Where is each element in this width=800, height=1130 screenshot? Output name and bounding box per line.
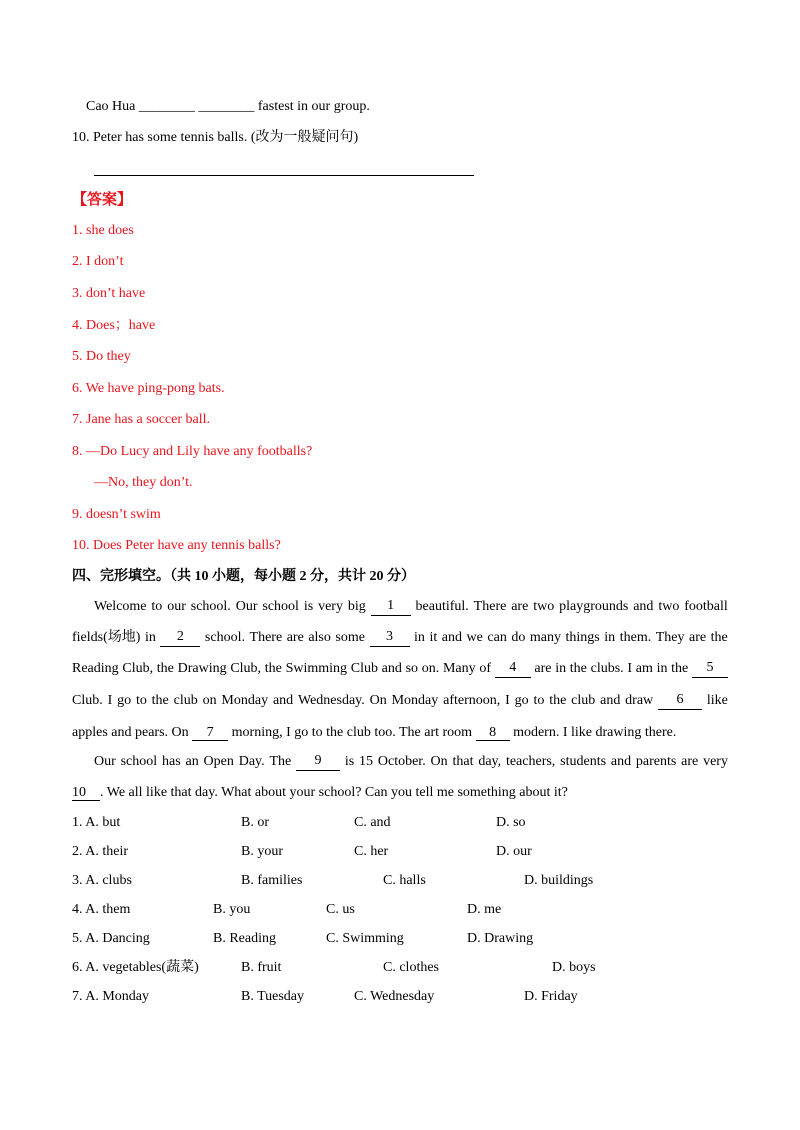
word: beautiful. (415, 599, 469, 614)
passage-line-4 (72, 692, 728, 710)
word: can (487, 630, 507, 645)
word: many (529, 630, 561, 645)
blank-5[interactable]: 5 (692, 660, 728, 678)
word: big (347, 599, 366, 614)
word: it (429, 630, 438, 645)
passage-text: modern. I like drawing there. (513, 725, 677, 740)
word: to (533, 693, 545, 708)
word: things (565, 630, 600, 645)
word: Monday (391, 693, 439, 708)
blank-8[interactable]: 8 (476, 725, 510, 741)
word: that (452, 754, 474, 769)
blank-3[interactable]: 3 (370, 629, 410, 647)
blank-6[interactable]: 6 (658, 692, 702, 710)
word: in (555, 661, 567, 676)
blank-1[interactable]: 1 (371, 598, 411, 616)
option-1-d[interactable]: D. so (496, 815, 526, 830)
word: football (684, 599, 728, 614)
option-4-d[interactable]: D. me (467, 902, 502, 917)
answer-7: 7. Jane has a soccer ball. (72, 412, 210, 427)
option-3-d[interactable]: D. buildings (524, 873, 594, 888)
word: our (167, 599, 186, 614)
passage-line-5 (72, 724, 676, 742)
option-3-a[interactable]: 3. A. clubs (72, 873, 132, 888)
blank-7[interactable]: 7 (192, 725, 228, 741)
passage-line-3 (72, 660, 728, 678)
word: afternoon, (443, 693, 501, 708)
option-5-d[interactable]: D. Drawing (467, 931, 534, 946)
word: There (249, 630, 283, 645)
blank-9[interactable]: 9 (296, 753, 340, 771)
word: 15 (359, 754, 374, 769)
word: the (549, 693, 567, 708)
word: two (658, 599, 680, 614)
word: Welcome (94, 599, 147, 614)
word: students (560, 754, 607, 769)
option-6-d[interactable]: D. boys (552, 960, 596, 975)
word: go (117, 693, 132, 708)
option-3-b[interactable]: B. families (241, 873, 303, 888)
word: teachers, (505, 754, 556, 769)
question-9-line (86, 98, 370, 116)
answer-2: 2. I don’t (72, 254, 124, 269)
word: some (335, 630, 365, 645)
option-2-b[interactable]: B. your (241, 844, 283, 859)
option-4-a[interactable]: 4. A. them (72, 902, 131, 917)
word: to (135, 693, 147, 708)
word: Our (94, 754, 116, 769)
option-7-a[interactable]: 7. A. Monday (72, 989, 149, 1004)
q9-blank-1: ________ (138, 99, 195, 114)
blank-10[interactable]: 10 (72, 785, 100, 801)
answer-8b: —No, they don’t. (94, 475, 193, 490)
word: Our (235, 599, 258, 614)
word: also (308, 630, 331, 645)
word: On (430, 754, 448, 769)
answer-3: 3. don’t have (72, 286, 146, 301)
word: in (414, 630, 425, 645)
word: on (202, 693, 217, 708)
word: in (144, 630, 156, 645)
answer-1: 1. she does (72, 223, 134, 238)
word: Day. (238, 754, 265, 769)
word: Wednesday. (298, 693, 365, 708)
answer-9: 9. doesn’t swim (72, 507, 161, 522)
word: like (706, 693, 728, 708)
answers-heading: 【答案】 (72, 192, 133, 208)
word: and (600, 693, 621, 708)
option-2-a[interactable]: 2. A. their (72, 844, 128, 859)
word: is (344, 754, 355, 769)
answer-6: 6. We have ping-pong bats. (72, 381, 225, 396)
word: On (369, 693, 387, 708)
word: Monday (221, 693, 269, 708)
word: Many (442, 661, 476, 676)
answer-8a: 8. —Do Lucy and Lily have any footballs? (72, 444, 313, 459)
word: clubs. (590, 661, 624, 676)
option-1-b[interactable]: B. or (241, 815, 269, 830)
word: club (173, 693, 198, 708)
word: go (514, 693, 529, 708)
word: two (533, 599, 555, 614)
word: and (441, 630, 462, 645)
passage-text: . We all like that day. What about your school? Can you tell me something about it? (100, 785, 568, 800)
word: and (381, 661, 402, 676)
word: the (671, 661, 689, 676)
answer-4: 4. Does；have (72, 318, 156, 333)
word: I (107, 693, 113, 708)
word: do (511, 630, 526, 645)
answer-line (94, 175, 474, 176)
option-5-c[interactable]: C. Swimming (326, 931, 404, 946)
word: I (505, 693, 510, 708)
passage-text: apples and pears. On (72, 725, 189, 740)
word: I (627, 661, 633, 676)
word: and (633, 599, 654, 614)
option-2-c[interactable]: C. her (354, 844, 389, 859)
q9-rest: fastest in our group. (257, 99, 370, 114)
option-4-b[interactable]: B. you (213, 902, 251, 917)
word: are (689, 630, 707, 645)
word: school. (204, 630, 245, 645)
word: to (151, 599, 163, 614)
word: and (272, 693, 294, 708)
word: the (156, 661, 174, 676)
option-6-c[interactable]: C. clothes (383, 960, 439, 975)
word: school (120, 754, 158, 769)
q9-subject: Cao Hua (86, 99, 136, 114)
word: They (655, 630, 685, 645)
passage-line-1 (94, 598, 728, 616)
word: an (185, 754, 199, 769)
option-3-c[interactable]: C. halls (383, 873, 426, 888)
passage-line-6 (94, 753, 728, 771)
option-5-a[interactable]: 5. A. Dancing (72, 931, 150, 946)
word: fields(场地) (72, 630, 141, 645)
word: them. (619, 630, 652, 645)
word: very (318, 599, 343, 614)
word: There (473, 599, 507, 614)
passage-text: morning, I go to the club too. The art room (231, 725, 473, 740)
word: and (610, 754, 632, 769)
option-1-a[interactable]: 1. A. but (72, 815, 121, 830)
option-5-b[interactable]: B. Reading (213, 931, 276, 946)
word: parents (635, 754, 677, 769)
option-6-a[interactable]: 6. A. vegetables(蔬菜) (72, 960, 199, 975)
word: Reading (72, 661, 119, 676)
word: Club, (230, 661, 262, 676)
word: in (604, 630, 616, 645)
passage-line-2 (72, 629, 728, 647)
word: in (656, 661, 668, 676)
word: Swimming (285, 661, 348, 676)
option-4-c[interactable]: C. us (326, 902, 355, 917)
word: on. (421, 661, 440, 676)
option-7-c[interactable]: C. Wednesday (354, 989, 435, 1004)
word: Open (203, 754, 234, 769)
answer-5: 5. Do they (72, 349, 131, 364)
option-7-b[interactable]: B. Tuesday (241, 989, 305, 1004)
word: Club (350, 661, 378, 676)
word: day, (478, 754, 502, 769)
word: am (635, 661, 653, 676)
word: school. (190, 599, 231, 614)
word: draw (625, 693, 654, 708)
word: is (303, 599, 314, 614)
word: Drawing (177, 661, 227, 676)
word: October. (377, 754, 426, 769)
option-7-d[interactable]: D. Friday (524, 989, 578, 1004)
option-2-d[interactable]: D. our (496, 844, 532, 859)
word: we (466, 630, 483, 645)
word: club (571, 693, 596, 708)
blank-4[interactable]: 4 (495, 660, 531, 678)
word: The (269, 754, 292, 769)
word: the (151, 693, 169, 708)
word: the (569, 661, 587, 676)
q9-blank-2: ________ (198, 99, 255, 114)
word: are (286, 630, 304, 645)
word: the (264, 661, 282, 676)
word: are (681, 754, 699, 769)
blank-2[interactable]: 2 (160, 629, 200, 647)
word: so (405, 661, 419, 676)
section-4-heading: 四、完形填空。（共 10 小题，每小题 2 分，共计 20 分） (72, 569, 415, 584)
word: are (511, 599, 529, 614)
word: school (262, 599, 299, 614)
word: has (162, 754, 181, 769)
word: Club. (72, 693, 103, 708)
word: very (703, 754, 728, 769)
option-1-c[interactable]: C. and (354, 815, 391, 830)
word: of (479, 661, 491, 676)
word: Club, (122, 661, 154, 676)
passage-line-7 (72, 784, 568, 802)
answer-10: 10. Does Peter have any tennis balls? (72, 538, 281, 553)
word: playgrounds (559, 599, 629, 614)
question-10: 10. Peter has some tennis balls. (改为一般疑问句) (72, 130, 359, 145)
word: are (534, 661, 552, 676)
option-6-b[interactable]: B. fruit (241, 960, 282, 975)
word: the (710, 630, 728, 645)
